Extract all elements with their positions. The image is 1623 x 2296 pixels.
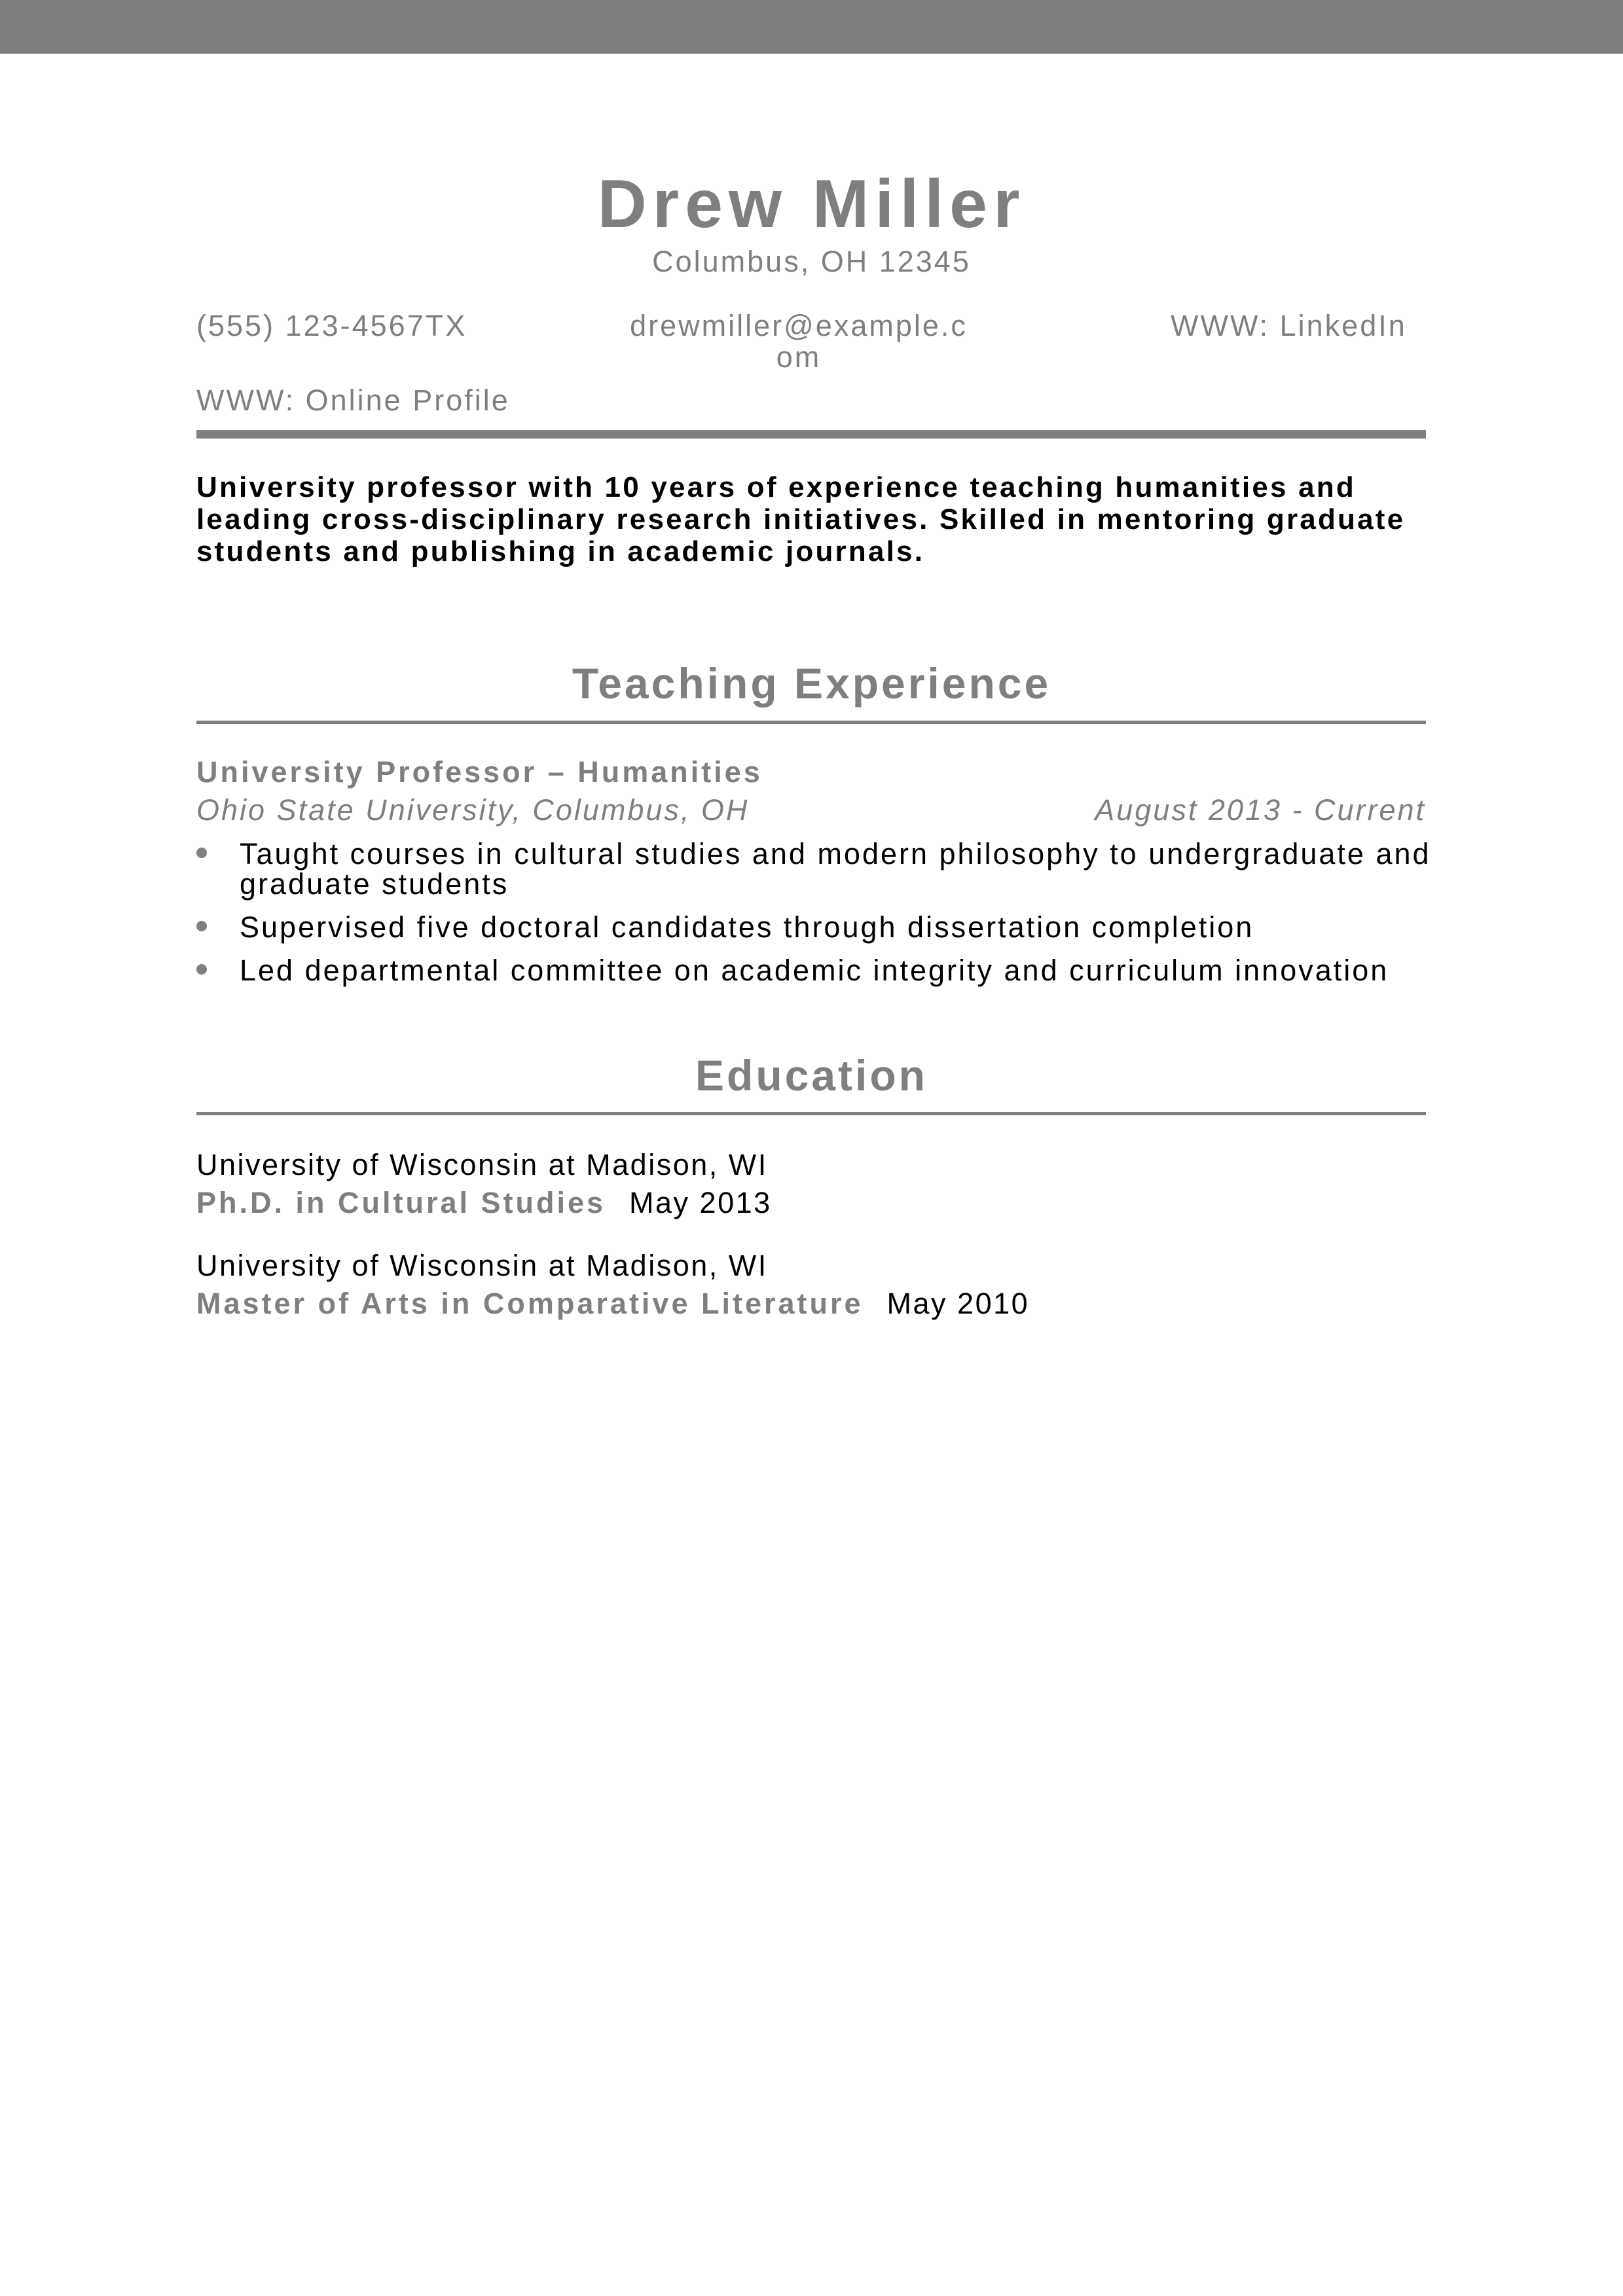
- education-school: University of Wisconsin at Madison, WI: [196, 1148, 768, 1181]
- phone-number: (555) 123-4567TX: [196, 309, 467, 342]
- job-bullet-text: Taught courses in cultural studies and modern philosophy to undergraduate and graduate students: [240, 837, 1431, 901]
- education-school: University of Wisconsin at Madison, WI: [196, 1249, 768, 1282]
- linkedin-link[interactable]: WWW: LinkedIn: [1171, 309, 1407, 342]
- section-title-teaching-experience: Teaching Experience: [572, 659, 1051, 708]
- bullet-icon: [196, 964, 207, 975]
- job-organization: Ohio State University, Columbus, OH: [196, 793, 750, 827]
- education-date: May 2010: [886, 1287, 1030, 1320]
- job-title: University Professor – Humanities: [196, 755, 763, 789]
- job-dates: August 2013 - Current: [1095, 793, 1426, 827]
- top-banner: [0, 0, 1623, 54]
- header-divider: [196, 430, 1426, 439]
- education-degree: Ph.D. in Cultural Studies: [196, 1186, 606, 1219]
- online-profile-link[interactable]: WWW: Online Profile: [196, 384, 510, 417]
- candidate-name: Drew Miller: [597, 166, 1026, 242]
- job-bullet-list: [196, 839, 1440, 999]
- education-degree-line: [196, 1285, 1029, 1322]
- section-divider: [196, 1112, 1426, 1115]
- education-date: May 2013: [629, 1186, 772, 1219]
- bullet-icon: [196, 921, 207, 931]
- section-title-education: Education: [695, 1051, 928, 1100]
- location: Columbus, OH 12345: [652, 245, 971, 278]
- job-bullet-text: Supervised five doctoral candidates through dissertation completion: [240, 910, 1254, 944]
- bullet-icon: [196, 848, 207, 858]
- job-bullet-text: Led departmental committee on academic integrity and curriculum innovation: [240, 954, 1389, 987]
- job-bullet: [196, 956, 1440, 986]
- section-divider: [196, 721, 1426, 724]
- email-address[interactable]: drewmiller@example.com: [630, 309, 968, 374]
- education-degree-line: [196, 1185, 772, 1221]
- job-bullet: [196, 839, 1440, 899]
- job-bullet: [196, 912, 1440, 942]
- education-degree: Master of Arts in Comparative Literature: [196, 1287, 864, 1320]
- professional-summary: University professor with 10 years of experience teaching humanities and leading cross-disciplinary research initiatives. Skilled in mentoring graduate students and publishing in academic journals.: [196, 471, 1406, 567]
